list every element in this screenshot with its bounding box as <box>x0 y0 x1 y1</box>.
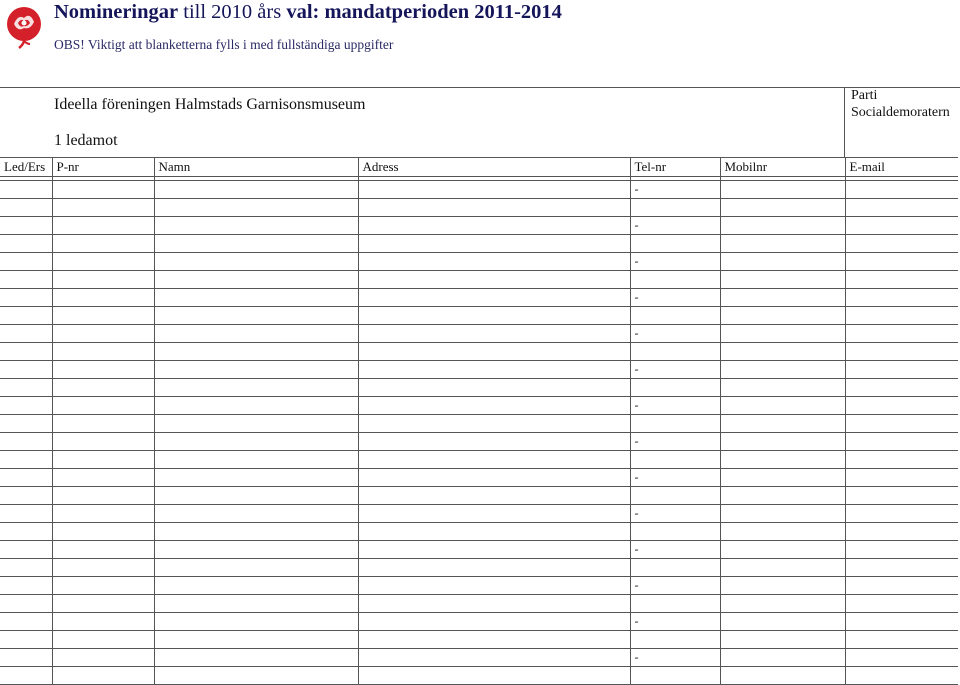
table-body <box>0 177 958 685</box>
table-row <box>0 505 958 523</box>
title-suffix: val: mandatperioden 2011-2014 <box>286 1 562 23</box>
cell-pnr[interactable] <box>52 397 154 415</box>
cell-telnr[interactable] <box>630 559 720 577</box>
cell-email[interactable] <box>845 613 958 631</box>
cell-led-ers[interactable] <box>0 217 52 235</box>
table-subrow <box>0 667 958 685</box>
cell-telnr[interactable] <box>630 667 720 685</box>
red-rose-logo-icon <box>4 4 44 50</box>
cell-adress[interactable] <box>358 541 630 559</box>
cell-pnr[interactable] <box>52 271 154 289</box>
cell-adress[interactable] <box>358 235 630 253</box>
cell-namn[interactable] <box>154 325 358 343</box>
cell-pnr[interactable] <box>52 433 154 451</box>
table-row <box>0 613 958 631</box>
cell-led-ers[interactable] <box>0 505 52 523</box>
cell-email[interactable] <box>845 541 958 559</box>
cell-mobilnr[interactable] <box>720 667 845 685</box>
cell-adress[interactable] <box>358 199 630 217</box>
table-row <box>0 289 958 307</box>
table-subrow <box>0 235 958 253</box>
cell-namn[interactable] <box>154 649 358 667</box>
cell-email[interactable] <box>845 181 958 199</box>
cell-namn[interactable] <box>154 307 358 325</box>
cell-telnr[interactable] <box>630 271 720 289</box>
cell-namn[interactable] <box>154 271 358 289</box>
cell-adress[interactable] <box>358 505 630 523</box>
cell-namn[interactable] <box>154 559 358 577</box>
table-subrow <box>0 523 958 541</box>
cell-led-ers[interactable] <box>0 325 52 343</box>
cell-led-ers[interactable] <box>0 361 52 379</box>
cell-telnr[interactable]: - <box>630 181 720 199</box>
cell-telnr[interactable]: - <box>630 217 720 235</box>
cell-pnr[interactable] <box>52 649 154 667</box>
col-header-telnr: Tel-nr <box>630 158 720 177</box>
cell-telnr[interactable] <box>630 595 720 613</box>
table-row <box>0 541 958 559</box>
cell-pnr[interactable] <box>52 289 154 307</box>
cell-mobilnr[interactable] <box>720 235 845 253</box>
cell-led-ers[interactable] <box>0 289 52 307</box>
cell-namn[interactable] <box>154 523 358 541</box>
cell-telnr[interactable]: - <box>630 397 720 415</box>
cell-email[interactable] <box>845 343 958 361</box>
cell-namn[interactable] <box>154 217 358 235</box>
cell-mobilnr[interactable] <box>720 325 845 343</box>
cell-email[interactable] <box>845 487 958 505</box>
cell-telnr[interactable] <box>630 307 720 325</box>
cell-mobilnr[interactable] <box>720 289 845 307</box>
cell-namn[interactable] <box>154 181 358 199</box>
cell-adress[interactable] <box>358 289 630 307</box>
cell-adress[interactable] <box>358 613 630 631</box>
cell-led-ers[interactable] <box>0 379 52 397</box>
seat-count: 1 ledamot <box>54 132 118 149</box>
cell-pnr[interactable] <box>52 577 154 595</box>
party-label: Parti <box>851 88 878 103</box>
table-row <box>0 397 958 415</box>
cell-mobilnr[interactable] <box>720 469 845 487</box>
cell-adress[interactable] <box>358 217 630 235</box>
party-value: Socialdemoratern <box>851 105 950 120</box>
cell-mobilnr[interactable] <box>720 487 845 505</box>
cell-telnr[interactable]: - <box>630 649 720 667</box>
cell-mobilnr[interactable] <box>720 343 845 361</box>
cell-pnr[interactable] <box>52 361 154 379</box>
cell-adress[interactable] <box>358 577 630 595</box>
cell-email[interactable] <box>845 199 958 217</box>
cell-telnr[interactable]: - <box>630 325 720 343</box>
cell-led-ers[interactable] <box>0 487 52 505</box>
cell-namn[interactable] <box>154 613 358 631</box>
table-row <box>0 469 958 487</box>
table-row <box>0 361 958 379</box>
cell-email[interactable] <box>845 397 958 415</box>
cell-namn[interactable] <box>154 451 358 469</box>
cell-led-ers[interactable] <box>0 253 52 271</box>
table-subrow <box>0 271 958 289</box>
cell-pnr[interactable] <box>52 415 154 433</box>
cell-adress[interactable] <box>358 307 630 325</box>
cell-mobilnr[interactable] <box>720 595 845 613</box>
table-subrow <box>0 487 958 505</box>
cell-adress[interactable] <box>358 343 630 361</box>
cell-led-ers[interactable] <box>0 271 52 289</box>
cell-mobilnr[interactable] <box>720 523 845 541</box>
cell-email[interactable] <box>845 235 958 253</box>
cell-pnr[interactable] <box>52 325 154 343</box>
cell-pnr[interactable] <box>52 595 154 613</box>
cell-namn[interactable] <box>154 379 358 397</box>
cell-led-ers[interactable] <box>0 307 52 325</box>
cell-mobilnr[interactable] <box>720 307 845 325</box>
cell-adress[interactable] <box>358 397 630 415</box>
table-subrow <box>0 199 958 217</box>
top-divider <box>0 87 960 88</box>
cell-adress[interactable] <box>358 253 630 271</box>
cell-telnr[interactable]: - <box>630 253 720 271</box>
table-subrow <box>0 307 958 325</box>
cell-mobilnr[interactable] <box>720 181 845 199</box>
cell-namn[interactable] <box>154 199 358 217</box>
cell-telnr[interactable]: - <box>630 505 720 523</box>
cell-namn[interactable] <box>154 469 358 487</box>
cell-telnr[interactable]: - <box>630 577 720 595</box>
cell-mobilnr[interactable] <box>720 451 845 469</box>
cell-namn[interactable] <box>154 361 358 379</box>
cell-adress[interactable] <box>358 415 630 433</box>
cell-pnr[interactable] <box>52 559 154 577</box>
cell-adress[interactable] <box>358 271 630 289</box>
table-row <box>0 217 958 235</box>
cell-led-ers[interactable] <box>0 613 52 631</box>
table-row <box>0 577 958 595</box>
table-row <box>0 433 958 451</box>
cell-email[interactable] <box>845 307 958 325</box>
cell-pnr[interactable] <box>52 217 154 235</box>
table-row <box>0 181 958 199</box>
cell-mobilnr[interactable] <box>720 271 845 289</box>
col-header-adress: Adress <box>358 158 630 177</box>
table-subrow <box>0 343 958 361</box>
cell-pnr[interactable] <box>52 379 154 397</box>
cell-led-ers[interactable] <box>0 631 52 649</box>
cell-led-ers[interactable] <box>0 343 52 361</box>
cell-pnr[interactable] <box>52 631 154 649</box>
cell-namn[interactable] <box>154 505 358 523</box>
cell-led-ers[interactable] <box>0 559 52 577</box>
cell-mobilnr[interactable] <box>720 199 845 217</box>
cell-pnr[interactable] <box>52 541 154 559</box>
cell-namn[interactable] <box>154 289 358 307</box>
cell-led-ers[interactable] <box>0 433 52 451</box>
cell-telnr[interactable]: - <box>630 433 720 451</box>
cell-telnr[interactable]: - <box>630 469 720 487</box>
cell-mobilnr[interactable] <box>720 433 845 451</box>
cell-telnr[interactable] <box>630 631 720 649</box>
cell-led-ers[interactable] <box>0 181 52 199</box>
cell-namn[interactable] <box>154 487 358 505</box>
party-box <box>844 87 960 157</box>
title-prefix: Nomineringar <box>54 1 179 23</box>
cell-pnr[interactable] <box>52 253 154 271</box>
cell-namn[interactable] <box>154 415 358 433</box>
col-header-email: E-mail <box>845 158 958 177</box>
cell-email[interactable] <box>845 379 958 397</box>
cell-email[interactable] <box>845 217 958 235</box>
col-header-pnr: P-nr <box>52 158 154 177</box>
cell-led-ers[interactable] <box>0 397 52 415</box>
cell-email[interactable] <box>845 559 958 577</box>
cell-pnr[interactable] <box>52 307 154 325</box>
organization-name: Ideella föreningen Halmstads Garnisonsmuseum <box>54 96 366 113</box>
cell-email[interactable] <box>845 361 958 379</box>
cell-telnr[interactable] <box>630 523 720 541</box>
cell-mobilnr[interactable] <box>720 505 845 523</box>
table-subrow <box>0 631 958 649</box>
table-row <box>0 253 958 271</box>
table-subrow <box>0 451 958 469</box>
cell-pnr[interactable] <box>52 505 154 523</box>
table-subrow <box>0 595 958 613</box>
cell-email[interactable] <box>845 649 958 667</box>
cell-mobilnr[interactable] <box>720 649 845 667</box>
cell-adress[interactable] <box>358 451 630 469</box>
cell-mobilnr[interactable] <box>720 361 845 379</box>
cell-namn[interactable] <box>154 343 358 361</box>
cell-pnr[interactable] <box>52 523 154 541</box>
cell-adress[interactable] <box>358 181 630 199</box>
cell-adress[interactable] <box>358 379 630 397</box>
cell-mobilnr[interactable] <box>720 415 845 433</box>
cell-email[interactable] <box>845 451 958 469</box>
cell-led-ers[interactable] <box>0 415 52 433</box>
title-middle: till 2010 års <box>178 1 287 23</box>
table-row <box>0 325 958 343</box>
cell-pnr[interactable] <box>52 181 154 199</box>
cell-led-ers[interactable] <box>0 667 52 685</box>
cell-email[interactable] <box>845 325 958 343</box>
cell-mobilnr[interactable] <box>720 577 845 595</box>
table-subrow <box>0 379 958 397</box>
cell-pnr[interactable] <box>52 199 154 217</box>
cell-pnr[interactable] <box>52 235 154 253</box>
cell-telnr[interactable]: - <box>630 361 720 379</box>
cell-led-ers[interactable] <box>0 451 52 469</box>
cell-telnr[interactable] <box>630 199 720 217</box>
col-header-namn: Namn <box>154 158 358 177</box>
cell-led-ers[interactable] <box>0 577 52 595</box>
cell-mobilnr[interactable] <box>720 559 845 577</box>
cell-led-ers[interactable] <box>0 469 52 487</box>
cell-email[interactable] <box>845 289 958 307</box>
cell-adress[interactable] <box>358 325 630 343</box>
cell-mobilnr[interactable] <box>720 613 845 631</box>
cell-email[interactable] <box>845 523 958 541</box>
cell-led-ers[interactable] <box>0 235 52 253</box>
table-row <box>0 649 958 667</box>
cell-adress[interactable] <box>358 487 630 505</box>
cell-email[interactable] <box>845 505 958 523</box>
page-title <box>54 1 562 23</box>
cell-telnr[interactable]: - <box>630 289 720 307</box>
cell-namn[interactable] <box>154 631 358 649</box>
cell-mobilnr[interactable] <box>720 631 845 649</box>
cell-namn[interactable] <box>154 541 358 559</box>
cell-namn[interactable] <box>154 235 358 253</box>
cell-email[interactable] <box>845 667 958 685</box>
cell-namn[interactable] <box>154 595 358 613</box>
cell-telnr[interactable] <box>630 235 720 253</box>
cell-telnr[interactable] <box>630 451 720 469</box>
cell-namn[interactable] <box>154 577 358 595</box>
cell-adress[interactable] <box>358 523 630 541</box>
cell-adress[interactable] <box>358 631 630 649</box>
cell-pnr[interactable] <box>52 613 154 631</box>
cell-email[interactable] <box>845 271 958 289</box>
cell-email[interactable] <box>845 415 958 433</box>
cell-led-ers[interactable] <box>0 595 52 613</box>
cell-namn[interactable] <box>154 667 358 685</box>
cell-telnr[interactable] <box>630 487 720 505</box>
cell-adress[interactable] <box>358 469 630 487</box>
table-header-row <box>0 158 958 177</box>
cell-pnr[interactable] <box>52 469 154 487</box>
cell-pnr[interactable] <box>52 451 154 469</box>
notice-text: OBS! Viktigt att blanketterna fylls i med fullständiga uppgifter <box>54 37 394 52</box>
cell-adress[interactable] <box>358 361 630 379</box>
cell-telnr[interactable]: - <box>630 613 720 631</box>
cell-mobilnr[interactable] <box>720 379 845 397</box>
cell-adress[interactable] <box>358 649 630 667</box>
cell-pnr[interactable] <box>52 343 154 361</box>
col-header-led-ers: Led/Ers <box>0 158 52 177</box>
cell-pnr[interactable] <box>52 487 154 505</box>
cell-led-ers[interactable] <box>0 649 52 667</box>
col-header-mobilnr: Mobilnr <box>720 158 845 177</box>
cell-email[interactable] <box>845 469 958 487</box>
cell-telnr[interactable]: - <box>630 541 720 559</box>
cell-email[interactable] <box>845 253 958 271</box>
cell-telnr[interactable] <box>630 415 720 433</box>
table-subrow <box>0 415 958 433</box>
cell-mobilnr[interactable] <box>720 217 845 235</box>
cell-pnr[interactable] <box>52 667 154 685</box>
cell-namn[interactable] <box>154 397 358 415</box>
cell-email[interactable] <box>845 595 958 613</box>
cell-adress[interactable] <box>358 667 630 685</box>
cell-telnr[interactable] <box>630 379 720 397</box>
cell-led-ers[interactable] <box>0 523 52 541</box>
cell-email[interactable] <box>845 631 958 649</box>
cell-telnr[interactable] <box>630 343 720 361</box>
cell-adress[interactable] <box>358 433 630 451</box>
cell-namn[interactable] <box>154 433 358 451</box>
nomination-table <box>0 157 958 685</box>
cell-adress[interactable] <box>358 559 630 577</box>
cell-email[interactable] <box>845 433 958 451</box>
table-subrow <box>0 559 958 577</box>
cell-adress[interactable] <box>358 595 630 613</box>
cell-mobilnr[interactable] <box>720 253 845 271</box>
cell-led-ers[interactable] <box>0 199 52 217</box>
cell-mobilnr[interactable] <box>720 541 845 559</box>
cell-led-ers[interactable] <box>0 541 52 559</box>
cell-email[interactable] <box>845 577 958 595</box>
cell-mobilnr[interactable] <box>720 397 845 415</box>
cell-namn[interactable] <box>154 253 358 271</box>
